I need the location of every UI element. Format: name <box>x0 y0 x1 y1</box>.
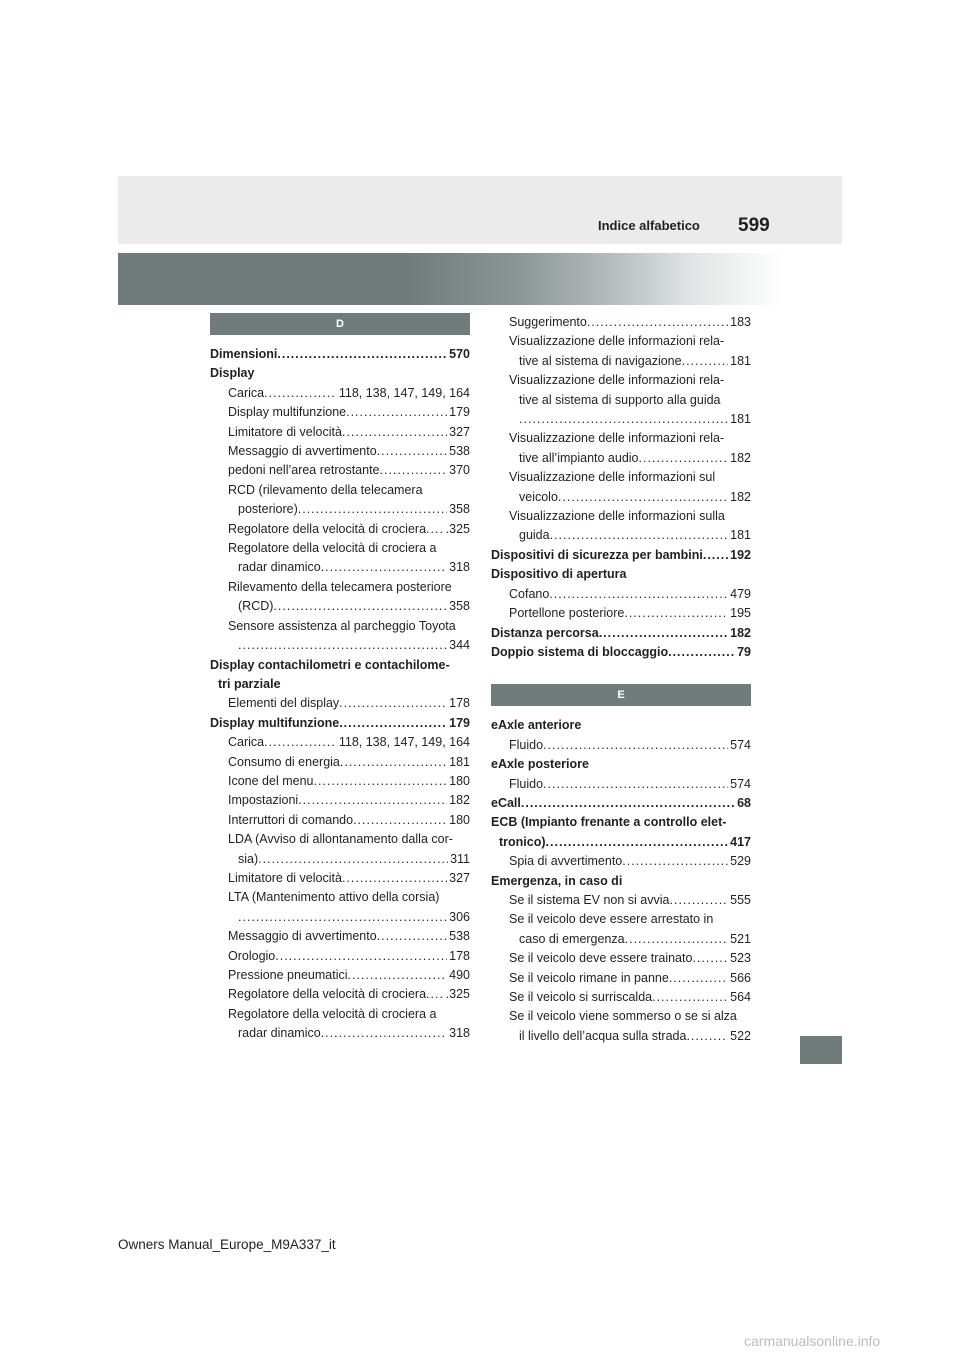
page-reference: 522 <box>730 1028 751 1043</box>
index-term: caso di emergenza <box>519 931 625 946</box>
index-entry <box>210 966 470 985</box>
index-entry <box>491 585 751 604</box>
index-entry <box>491 604 751 623</box>
index-entry <box>491 736 751 755</box>
index-entry <box>491 352 751 371</box>
index-entry <box>491 449 751 468</box>
page-reference: 118, 138, 147, 149, 164 <box>338 735 470 750</box>
index-entry <box>210 791 470 810</box>
index-term: Pressione pneumatici <box>228 968 348 982</box>
page-reference: 178 <box>449 948 470 963</box>
index-term-line: Rilevamento della telecamera posteriore <box>228 579 452 594</box>
index-entry <box>210 985 470 1004</box>
dot-leader <box>258 850 448 869</box>
index-term: Fluido <box>509 737 544 752</box>
index-entry <box>491 643 751 662</box>
index-term-line: Se il veicolo deve essere arrestato in <box>509 912 714 927</box>
index-term-line: RCD (rilevamento della telecamera <box>228 482 423 497</box>
index-term-line: eAxle posteriore <box>491 757 589 772</box>
page-reference: 538 <box>449 929 470 944</box>
index-term: Display multifunzione <box>228 405 347 420</box>
index-term-line: ECB (Impianto frenante a controllo elet- <box>491 815 727 830</box>
dot-leader <box>521 794 735 813</box>
index-term: Messaggio di avvertimento <box>228 929 377 944</box>
dot-leader <box>377 927 447 946</box>
index-entries-e <box>491 716 751 1046</box>
index-entry <box>491 624 751 643</box>
footer-manual-id: Owners Manual_Europe_M9A337_it <box>118 1237 336 1252</box>
index-term: (RCD) <box>238 599 274 614</box>
index-term-line: Visualizzazione delle informazioni rela- <box>509 431 725 446</box>
index-term: tive al sistema di navigazione <box>519 353 682 368</box>
index-entry <box>210 908 470 927</box>
header-band <box>118 176 842 244</box>
index-term: Regolatore della velocità di crociera <box>228 987 427 1002</box>
index-term: sia) <box>238 851 259 866</box>
page-reference: 538 <box>449 444 470 459</box>
dot-leader <box>543 736 728 755</box>
index-entry <box>491 1027 751 1046</box>
dot-leader <box>273 597 447 616</box>
dot-leader <box>340 753 447 772</box>
dot-leader <box>348 966 448 985</box>
index-term: Suggerimento <box>509 315 587 329</box>
page-reference: 306 <box>449 909 470 924</box>
index-term-line: Display contachilometri e contachilome- <box>210 657 450 672</box>
index-term-line: tri parziale <box>218 676 281 691</box>
dot-leader <box>298 500 447 519</box>
index-term: veicolo <box>519 489 558 504</box>
dot-leader <box>546 833 729 852</box>
index-term-line: Se il veicolo viene sommerso o se si alza <box>509 1009 737 1024</box>
index-term: pedoni nell’area retrostante <box>228 463 380 478</box>
watermark: carmanualsonline.info <box>744 1333 881 1349</box>
index-entry <box>210 927 470 946</box>
page-reference: 370 <box>449 463 470 478</box>
dot-leader <box>277 345 447 364</box>
page-reference: 181 <box>730 528 751 543</box>
page-reference: 555 <box>730 892 751 907</box>
index-term: Limitatore di velocità <box>228 424 342 439</box>
page-reference: 358 <box>449 599 470 614</box>
page-reference: 79 <box>737 644 751 659</box>
index-term: Doppio sistema di bloccaggio <box>491 644 669 659</box>
index-term-line: LDA (Avviso di allontanamento dalla cor- <box>228 832 453 847</box>
index-term-line: Sensore assistenza al parcheggio Toyota <box>228 618 456 633</box>
letter-heading-e: E <box>491 684 751 706</box>
dot-leader <box>668 643 735 662</box>
index-term-line: eAxle anteriore <box>491 718 582 733</box>
dot-leader <box>682 352 729 371</box>
index-entry <box>210 733 470 752</box>
page-reference: 564 <box>730 990 751 1004</box>
index-term: posteriore) <box>238 502 298 517</box>
dot-leader <box>321 558 447 577</box>
index-entry <box>210 461 470 480</box>
page-reference: 180 <box>449 812 470 827</box>
dot-leader <box>549 585 728 604</box>
index-entry <box>210 423 470 442</box>
index-term-line: Regolatore della velocità di crociera a <box>228 541 437 556</box>
index-entry <box>210 345 470 364</box>
page-reference: 327 <box>449 424 470 439</box>
index-term: Orologio <box>228 948 276 963</box>
index-term-line: Visualizzazione delle informazioni rela- <box>509 334 725 349</box>
index-term: Se il veicolo si surriscalda <box>509 990 653 1004</box>
index-term: Carica <box>228 735 265 750</box>
index-term: radar dinamico <box>238 1026 321 1041</box>
section-title: Indice alfabetico <box>598 218 700 233</box>
index-entry <box>491 930 751 949</box>
dot-leader <box>703 546 728 565</box>
index-entry <box>210 442 470 461</box>
dot-leader <box>670 891 729 910</box>
index-term: Interruttori di comando <box>228 812 354 827</box>
index-entry <box>210 772 470 791</box>
page-reference: 574 <box>730 776 751 791</box>
index-term: Se il veicolo deve essere trainato <box>509 951 693 966</box>
page-reference: .325 <box>445 987 470 1002</box>
dot-leader <box>298 791 447 810</box>
index-entry <box>491 410 751 429</box>
page-reference: 181 <box>730 353 751 368</box>
index-entry <box>491 794 751 813</box>
index-term: Spia di avvertimento <box>509 854 623 869</box>
index-term-line: Visualizzazione delle informazioni rela- <box>509 373 725 388</box>
dot-leader <box>238 636 447 655</box>
dot-leader <box>669 969 728 988</box>
dot-leader <box>624 604 728 623</box>
page-reference: 180 <box>449 773 470 788</box>
page-reference: 318 <box>449 1026 470 1041</box>
page-reference: 318 <box>449 560 470 575</box>
dot-leader <box>342 423 447 442</box>
dot-leader <box>519 410 728 429</box>
page-number: 599 <box>738 215 770 236</box>
index-term: Impostazioni <box>228 793 299 808</box>
index-entry <box>210 520 470 539</box>
index-term: il livello dell’acqua sulla strada <box>519 1028 687 1043</box>
index-entry <box>491 852 751 871</box>
index-entry <box>491 988 751 1007</box>
page-reference: 566 <box>730 970 751 985</box>
index-entry <box>210 403 470 422</box>
index-term: Portellone posteriore <box>509 606 625 621</box>
index-entries-d <box>210 345 470 1044</box>
index-entry <box>491 891 751 910</box>
dot-leader <box>321 1024 447 1043</box>
page-reference: 195 <box>730 606 751 621</box>
page-reference: 490 <box>449 968 470 982</box>
page-reference: 179 <box>449 715 470 730</box>
index-term-line: tive al sistema di supporto alla guida <box>519 392 721 407</box>
dot-leader <box>558 488 728 507</box>
dot-leader <box>692 949 728 968</box>
dot-leader <box>639 449 729 468</box>
index-entry <box>491 313 751 332</box>
index-entry <box>210 597 470 616</box>
index-term: Carica <box>228 385 265 400</box>
dot-leader <box>426 520 444 539</box>
index-term: Se il veicolo rimane in panne <box>509 970 669 985</box>
dot-leader <box>686 1027 728 1046</box>
page-reference: 570 <box>449 347 470 361</box>
dot-leader <box>652 988 728 1007</box>
index-term: eCall <box>491 795 521 810</box>
page-reference: 344 <box>449 638 470 653</box>
dot-leader <box>275 947 447 966</box>
dot-leader <box>346 403 447 422</box>
index-entry <box>491 969 751 988</box>
page-reference: 523 <box>730 951 751 966</box>
page-reference: 521 <box>730 931 751 946</box>
page-reference: 479 <box>730 586 751 601</box>
header-gradient-bar <box>118 253 842 305</box>
index-entry <box>210 384 470 403</box>
dot-leader <box>625 930 729 949</box>
index-entry <box>210 869 470 888</box>
dot-leader <box>599 624 728 643</box>
page-reference: 358 <box>449 502 470 517</box>
dot-leader <box>264 733 337 752</box>
index-term: Se il sistema EV non si avvia <box>509 892 670 907</box>
index-term: Regolatore della velocità di crociera <box>228 521 427 536</box>
index-entry <box>210 1024 470 1043</box>
index-entry <box>210 753 470 772</box>
dot-leader <box>339 694 447 713</box>
dot-leader <box>264 384 337 403</box>
index-entry <box>210 714 470 733</box>
dot-leader <box>380 461 448 480</box>
index-term: tive all’impianto audio <box>519 450 639 465</box>
index-term: tronico) <box>499 834 546 849</box>
page-reference: 182 <box>730 450 751 465</box>
page-reference: 178 <box>449 696 470 711</box>
index-term-line: Regolatore della velocità di crociera a <box>228 1006 437 1021</box>
index-term: Distanza percorsa <box>491 625 599 640</box>
page-reference: 574 <box>730 737 751 752</box>
index-entry <box>210 811 470 830</box>
index-term: radar dinamico <box>238 560 321 575</box>
index-term-line: Dispositivo di apertura <box>491 567 627 582</box>
dot-leader <box>587 313 728 332</box>
page-reference: 529 <box>730 854 751 869</box>
dot-leader <box>238 908 447 927</box>
index-entry <box>491 546 751 565</box>
dot-leader <box>342 869 447 888</box>
index-term: Messaggio di avvertimento <box>228 444 377 459</box>
index-entry <box>210 694 470 713</box>
index-term-line: Display <box>210 366 255 381</box>
dot-leader <box>426 985 444 1004</box>
index-entry <box>491 949 751 968</box>
index-entry <box>491 488 751 507</box>
index-entry <box>210 850 470 869</box>
page-reference: 327 <box>449 870 470 885</box>
index-term: Fluido <box>509 776 544 791</box>
page-reference: 192 <box>730 547 751 562</box>
index-term: guida <box>519 528 550 543</box>
index-entry <box>491 526 751 545</box>
index-entry <box>491 833 751 852</box>
dot-leader <box>377 442 447 461</box>
index-term: Display multifunzione <box>210 715 340 730</box>
page-reference: 68 <box>737 795 751 810</box>
dot-leader <box>543 775 728 794</box>
index-entry <box>491 775 751 794</box>
index-term: Dimensioni <box>210 347 278 361</box>
index-term-line: LTA (Mantenimento attivo della corsia) <box>228 890 440 905</box>
thumb-index-tab <box>800 1036 842 1064</box>
page-reference: 179 <box>449 405 470 420</box>
index-entry <box>210 500 470 519</box>
page-reference: 182 <box>449 793 470 808</box>
index-entry <box>210 947 470 966</box>
dot-leader <box>339 714 447 733</box>
page-reference: 182 <box>730 625 751 640</box>
index-term: Consumo di energia <box>228 754 340 769</box>
dot-leader <box>353 811 447 830</box>
index-term: Elementi del display <box>228 696 340 711</box>
index-term: Cofano <box>509 586 550 601</box>
index-term-line: Visualizzazione delle informazioni sulla <box>509 509 725 524</box>
index-term-line: Emergenza, in caso di <box>491 873 623 888</box>
dot-leader <box>622 852 728 871</box>
index-entry <box>210 558 470 577</box>
page-reference: 311 <box>450 851 470 866</box>
page-reference: 181 <box>449 754 470 769</box>
index-term: Dispositivi di sicurezza per bambini <box>491 547 703 562</box>
index-term: Limitatore di velocità <box>228 870 342 885</box>
index-entries-d-continued <box>491 313 751 662</box>
dot-leader <box>550 526 729 545</box>
page-reference: .325 <box>445 521 470 536</box>
letter-heading-d: D <box>210 313 470 335</box>
index-column-left <box>210 313 470 1044</box>
page-reference: 118, 138, 147, 149, 164 <box>338 385 470 400</box>
page-reference: 417 <box>730 834 751 849</box>
page-reference: 183 <box>730 315 751 329</box>
dot-leader <box>313 772 447 791</box>
index-term: Icone del menu <box>228 773 314 788</box>
page-reference: 181 <box>730 412 751 427</box>
index-entry <box>210 636 470 655</box>
index-term-line: Visualizzazione delle informazioni sul <box>509 470 716 485</box>
index-column-right <box>491 313 751 1046</box>
page-reference: 182 <box>730 489 751 504</box>
